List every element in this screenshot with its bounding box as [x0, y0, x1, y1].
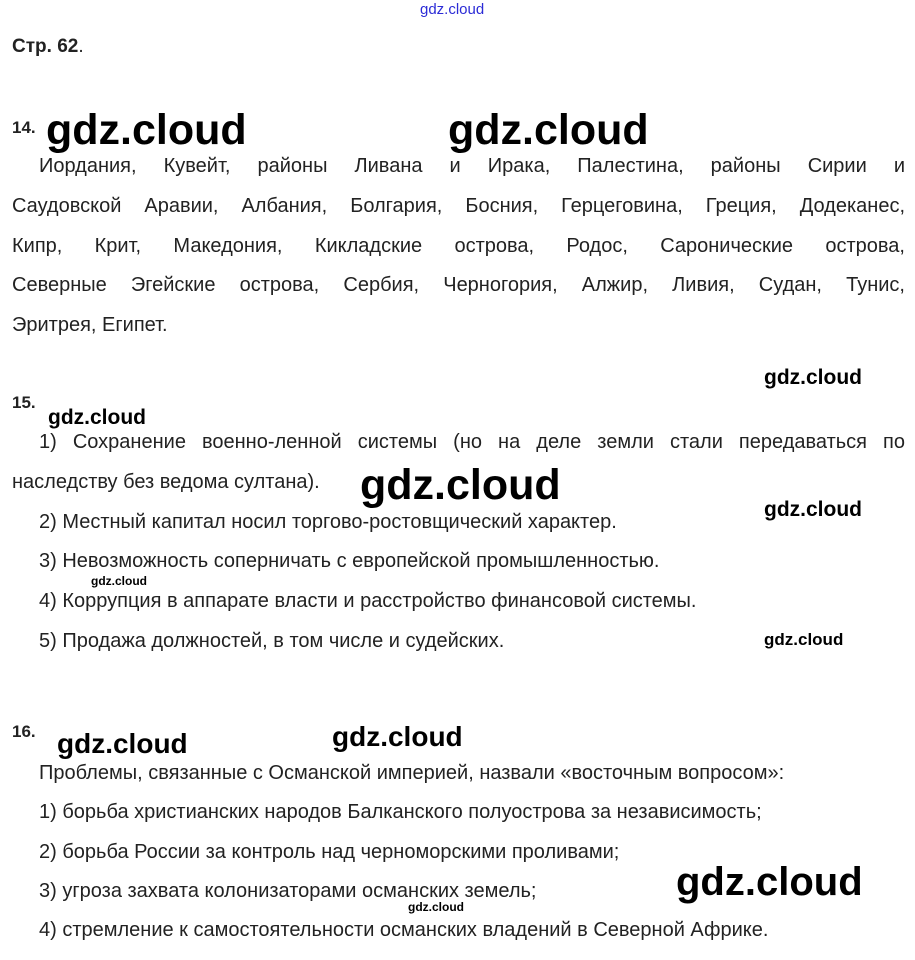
- watermark-md-1: gdz.cloud: [764, 366, 862, 389]
- section-15-line-4: 3) Невозможность соперничать с европейской промышленностью.: [39, 550, 660, 572]
- section-15-line-3: 2) Местный капитал носил торгово-ростовщический характер.: [39, 511, 617, 533]
- section-14-line-5: Эритрея, Египет.: [12, 314, 168, 336]
- watermark-md-2: gdz.cloud: [48, 406, 146, 429]
- question-number-16: 16.: [12, 722, 36, 741]
- question-number-14: 14.: [12, 118, 36, 137]
- watermark-sm-1: gdz.cloud: [91, 574, 147, 588]
- page-label-dot: .: [78, 36, 84, 57]
- watermark-xl-1: gdz.cloud: [46, 106, 247, 154]
- section-14-line-1: Иордания, Кувейт, районы Ливана и Ирака, Палестина, районы Сирии и: [39, 155, 905, 177]
- section-14-line-3: Кипр, Крит, Македония, Кикладские острова, Родос, Саронические острова,: [12, 235, 905, 257]
- section-16-line-1: Проблемы, связанные с Османской империей, назвали «восточным вопросом»:: [39, 762, 785, 784]
- section-15-line-2: наследству без ведома султана).: [12, 471, 320, 493]
- page-label: [12, 36, 84, 58]
- section-14-line-4: Северные Эгейские острова, Сербия, Черногория, Алжир, Ливия, Судан, Тунис,: [12, 274, 905, 296]
- watermark-md-3: gdz.cloud: [764, 498, 862, 521]
- watermark-xl-3: gdz.cloud: [360, 461, 561, 509]
- section-16-line-5: 4) стремление к самостоятельности османских владений в Северной Африке.: [39, 919, 769, 941]
- section-15-line-6: 5) Продажа должностей, в том числе и судейских.: [39, 630, 505, 652]
- watermark-sm-2: gdz.cloud: [408, 900, 464, 914]
- watermark-xl-4: gdz.cloud: [676, 860, 863, 904]
- section-16-line-2: 1) борьба христианских народов Балканского полуострова за независимость;: [39, 801, 762, 823]
- section-15-line-1: 1) Сохранение военно-ленной системы (но на деле земли стали передаваться по: [39, 431, 905, 453]
- page-label-text: Стр. 62: [12, 36, 79, 57]
- watermark-lg-2: gdz.cloud: [332, 721, 463, 752]
- section-14-line-2: Саудовской Аравии, Албания, Болгария, Босния, Герцеговина, Греция, Додеканес,: [12, 195, 905, 217]
- section-16-line-4: 3) угроза захвата колонизаторами османских земель;: [39, 880, 537, 902]
- watermark-md-4: gdz.cloud: [764, 630, 844, 649]
- watermark-top: gdz.cloud: [420, 1, 485, 18]
- section-15-line-5: 4) Коррупция в аппарате власти и расстройство финансовой системы.: [39, 590, 697, 612]
- watermark-lg-1: gdz.cloud: [57, 728, 188, 759]
- watermark-xl-2: gdz.cloud: [448, 106, 649, 154]
- question-number-15: 15.: [12, 393, 36, 412]
- section-16-line-3: 2) борьба России за контроль над черноморскими проливами;: [39, 841, 620, 863]
